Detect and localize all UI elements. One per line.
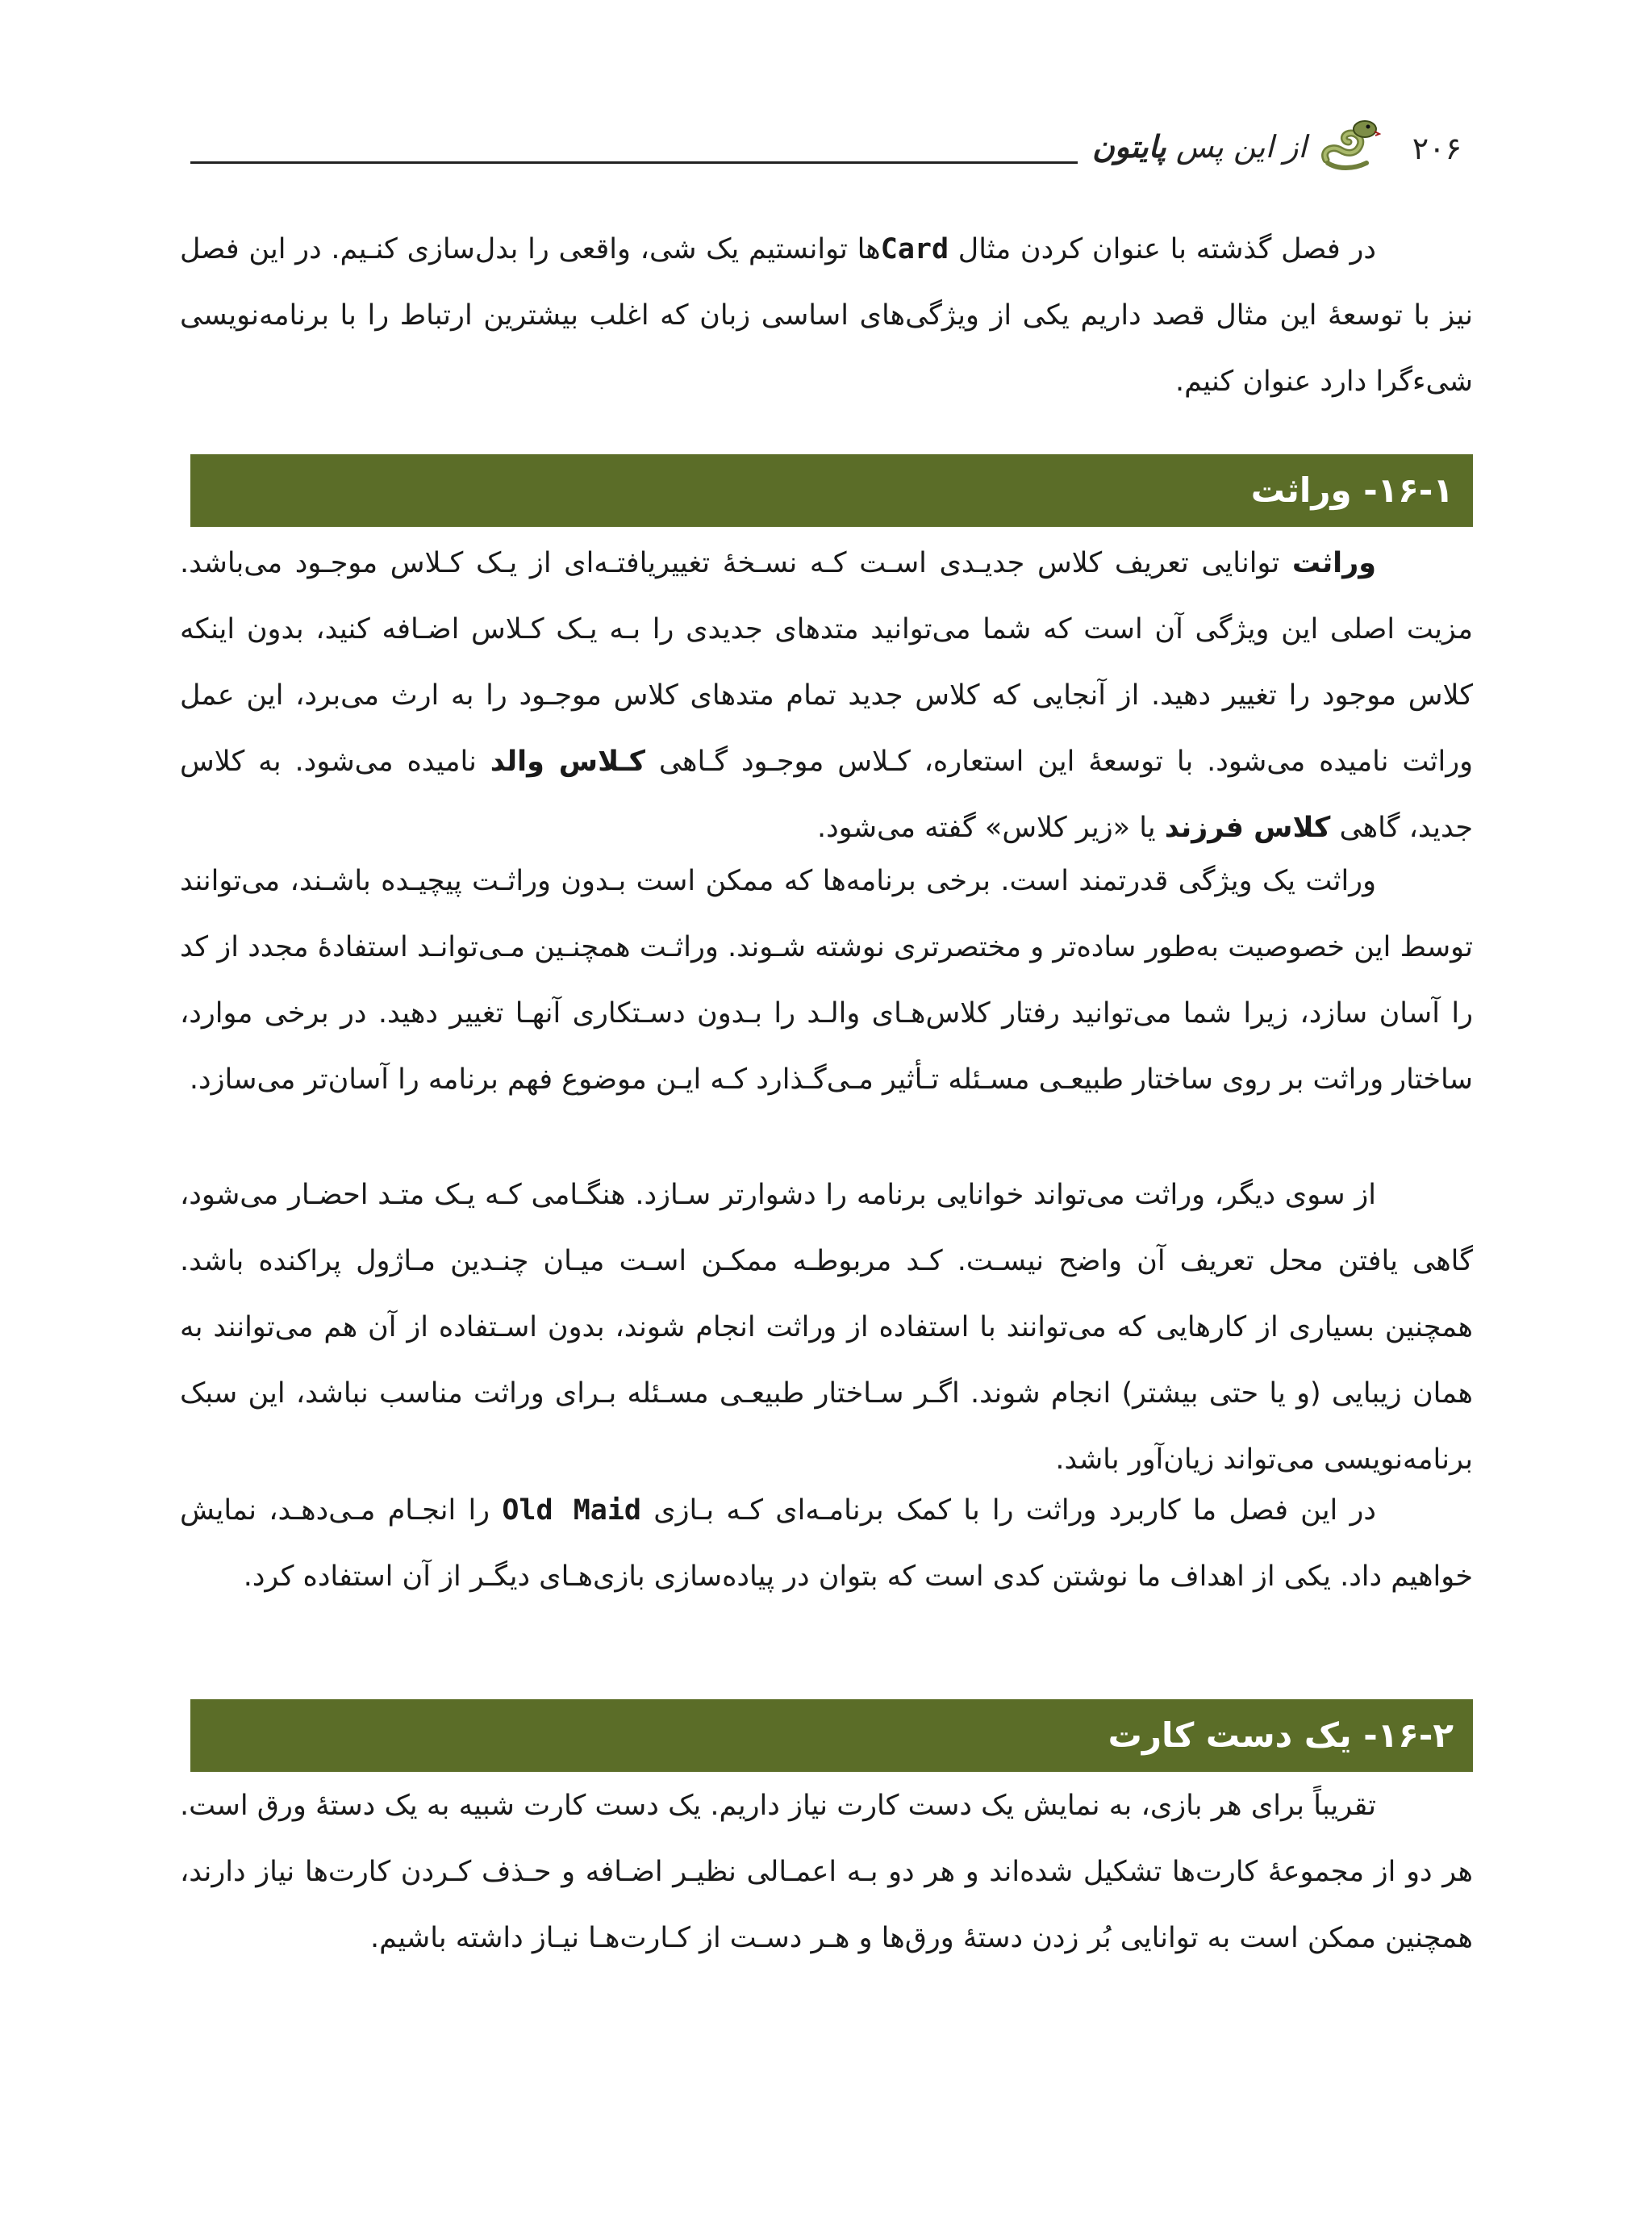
hand-paragraph-1: تقریباً برای هر بازی، به نمایش یک دست کارت نیاز داریم. یک دست کارت شبیه به یک دستهٔ ورق است. هر دو از مجموعهٔ کارت‌ها تشکیل شده‌اند و هر دو بـه اعمـالی نظیـر اضـافه و حـذف کـردن کارت‌ها نیاز دارند، همچنین ممکن است به توانایی بُر زدن دستهٔ ورق‌ها و هـر دسـت از کـارت‌هـا نیـاز داشته باشیم.: [180, 1790, 1473, 1954]
term-inheritance: وراثت: [1291, 547, 1376, 579]
running-header: [190, 121, 1462, 186]
intro-code-card: Card: [880, 233, 949, 265]
inheritance-paragraph-4: [180, 1477, 1473, 1610]
inheritance-paragraph-3: از سوی دیگر، وراثت می‌تواند خوانایی برنامه را دشوارتر سـازد. هنگـامی کـه یـک متـد احضـار می‌شود، گاهی یافتن محل تعریف آن واضح نیسـت. کـد مربوطـه ممکـن اسـت میـان چنـدین مـاژول پراکنده باشد. همچنین بسیاری از کارهایی که می‌توانند با استفاده از وراثت انجام شوند، بدون اسـتفاده از آن هم می‌توانند به همان زیبایی (و یا حتی بیشتر) انجام شوند. اگـر سـاختار طبیعـی مسـئله بـرای وراثت مناسب نباشد، این سبک برنامه‌نویسی می‌تواند زیان‌آور باشد.: [180, 1179, 1473, 1476]
book-title-bold: پایتون: [1092, 129, 1166, 165]
header-rule: [190, 161, 1078, 164]
book-title-prefix: از این پس: [1175, 129, 1307, 165]
book-title: [1092, 129, 1307, 165]
inheritance-p1-text3: یا «زیر کلاس» گفته می‌شود.: [816, 812, 1165, 844]
inheritance-p1-text1: توانایی تعریف کلاس جدیـدی اسـت کـه نسـخهٔ تغییریافتـه‌ای از یـک کـلاس موجـود می‌باشد. مزیت اصلی این ویژگی آن است که شما می‌توانید متدهای جدیدی را بـه یـک کـلاس اضـافه کنید، بدون اینکه کلاس موجود را تغییر دهید. از آنجایی که کلاس جدید تمام متدهای کلاس موجـود را به ارث می‌برد، این عمل وراثت نامیده می‌شود. با توسعهٔ این استعاره، کـلاس موجـود گـاهی: [180, 547, 1474, 778]
inheritance-paragraph-1: [180, 530, 1473, 861]
intro-text-before: در فصل گذشته با عنوان کردن مثال: [949, 233, 1376, 265]
section-heading-inheritance: ۱۶-۱- وراثت: [190, 454, 1473, 527]
inheritance-p4-text2: را انجـام مـی‌دهـد، نمایش خواهیم داد. یکی از اهداف ما نوشتن کدی است که بتوان در پیاده‌سازی بازی‌هـای دیگـر از آن استفاده کرد.: [180, 1494, 1473, 1593]
inheritance-paragraph-2: وراثت یک ویژگی قدرتمند است. برخی برنامه‌ها که ممکن است بـدون وراثـت پیچیـده باشـند، می‌توانند توسط این خصوصیت به‌طور ساده‌تر و مختصرتری نوشته شـوند. وراثـت همچنـین مـی‌توانـد استفادهٔ مجدد از کد را آسان سازد، زیرا شما می‌توانید رفتار کلاس‌هـای والـد را بـدون دسـتکاری آنهـا تغییر دهید. در برخی موارد، ساختار وراثت بر روی ساختار طبیعـی مسـئله تـأثیر مـی‌گـذارد کـه ایـن موضوع فهم برنامه را آسان‌تر می‌سازد.: [180, 865, 1473, 1096]
snake-icon: [1318, 118, 1381, 174]
inheritance-p4-text1: در این فصل ما کاربرد وراثت را با کمک برنامـه‌ای کـه بـازی: [640, 1494, 1376, 1527]
term-child-class: کلاس فرزند: [1164, 812, 1331, 844]
page-number: ۲۰۶: [1412, 131, 1462, 166]
term-parent-class: کـلاس والد: [490, 746, 645, 778]
intro-paragraph: [180, 216, 1473, 415]
intro-text-after: ها توانستیم یک شی، واقعی را بدل‌سازی کنـیم. در این فصل نیز با توسعهٔ این مثال قصد داریم یکی از ویژگی‌های اساسی زبان که اغلب بیشترین ارتباط را با برنامه‌نویسی شیءگرا دارد عنوان کنیم.: [180, 233, 1473, 398]
code-old-maid: Old Maid: [502, 1494, 641, 1527]
section-heading-hand-of-cards: ۱۶-۲- یک دست کارت: [190, 1699, 1473, 1772]
inheritance-p1-text2: نامیده می‌شود. به کلاس جدید، گاهی: [180, 746, 1473, 844]
